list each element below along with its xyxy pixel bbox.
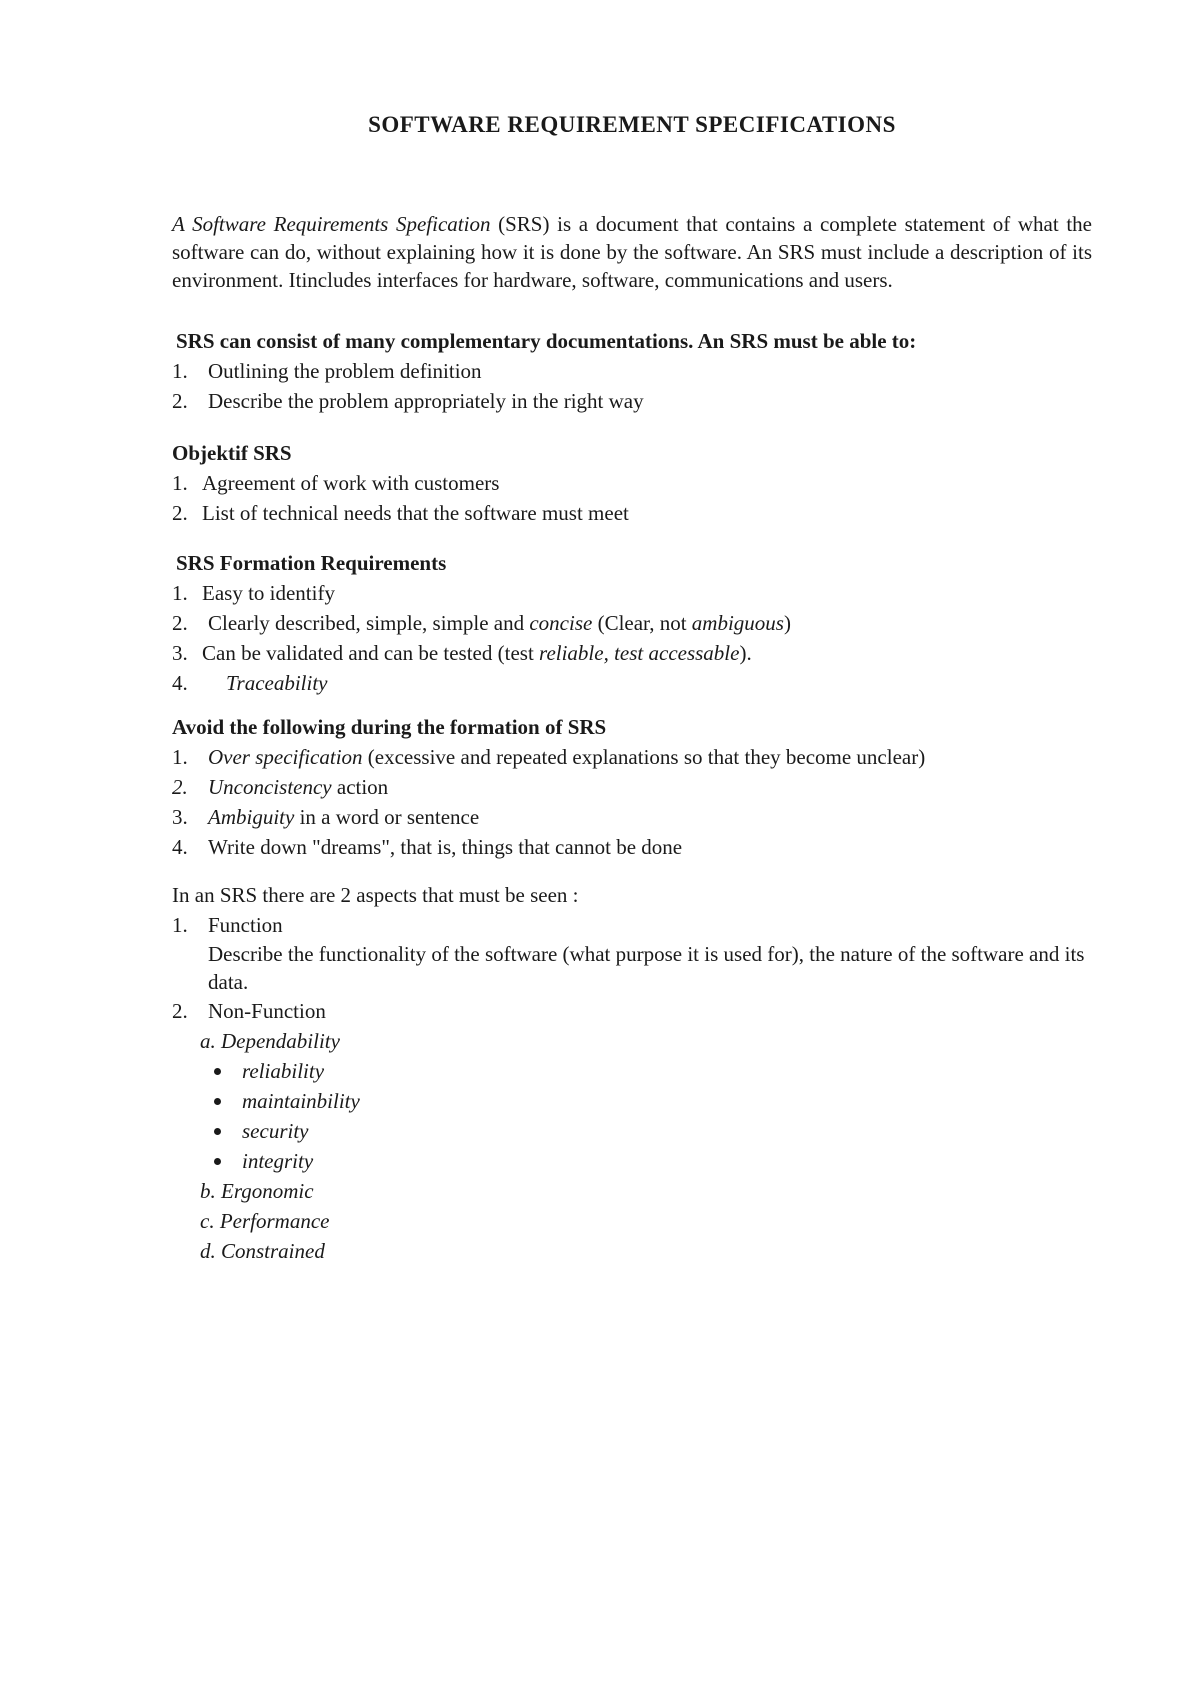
aspects-list-2: [172, 996, 1092, 1026]
item-text: Traceability: [226, 671, 328, 695]
nonfunction-sublist: [172, 1026, 1092, 1056]
list-item: [172, 832, 1092, 862]
sub-item-performance: c. Performance: [200, 1209, 330, 1233]
item-number: 2.: [172, 999, 188, 1023]
list-item: [172, 608, 1092, 638]
section-avoid: [172, 712, 1092, 862]
sub-item-ergonomic: b. Ergonomic: [200, 1179, 314, 1203]
section-objektif: [172, 438, 1092, 528]
item-number: 3.: [172, 805, 188, 829]
item-text: Over specification (excessive and repeated explanations so that they become unclear): [208, 745, 926, 769]
list-item: [172, 356, 1092, 386]
list-item-nonfunction: [172, 996, 1092, 1026]
item-number: 1.: [172, 359, 188, 383]
item-text: Can be validated and can be tested (test reliable, test accessable).: [202, 641, 752, 665]
bullet-icon: [214, 1128, 221, 1135]
bullet-icon: [214, 1158, 221, 1165]
list-item: [172, 638, 1092, 668]
section-heading: Avoid the following during the formation of SRS: [172, 715, 607, 739]
bullet-item: maintainbility: [242, 1086, 1092, 1116]
intro-paragraph: [172, 210, 1092, 294]
item-text: Ambiguity in a word or sentence: [208, 805, 480, 829]
aspects-list: [172, 910, 1092, 940]
item-text: List of technical needs that the software must meet: [202, 501, 629, 525]
section-heading: SRS can consist of many complementary documentations. An SRS must be able to:: [176, 329, 917, 353]
bullet-item: security: [242, 1116, 1092, 1146]
section-formation: [172, 548, 1092, 698]
document-title: SOFTWARE REQUIREMENT SPECIFICATIONS: [368, 112, 896, 137]
item-text: Describe the problem appropriately in the right way: [208, 389, 644, 413]
item-number: 4.: [172, 835, 188, 859]
bullet-icon: [214, 1068, 221, 1075]
item-number: 2.: [172, 611, 188, 635]
intro-text: (SRS) is a document that contains a complete statement of what the software can do, without explaining how it is done by the software. An SRS must include a description of its environment. Itincludes interfaces for hardware, software, communications and users.: [172, 212, 1092, 292]
item-text: Agreement of work with customers: [202, 471, 500, 495]
section-heading: SRS Formation Requirements: [176, 551, 447, 575]
sub-item-constrained: d. Constrained: [200, 1239, 325, 1263]
bullet-item: integrity: [242, 1146, 1092, 1176]
item-number: 3.: [172, 641, 188, 665]
item-number: 1.: [172, 471, 188, 495]
item-number: 1.: [172, 745, 188, 769]
item-text: Function: [208, 913, 283, 937]
intro-lead: A Software Requirements Spefication: [172, 212, 491, 236]
avoid-list: [172, 742, 1092, 862]
nonfunction-sublist-rest: [172, 1176, 1092, 1266]
list-item: [172, 742, 1092, 772]
list-item: [172, 802, 1092, 832]
function-description: Describe the functionality of the software (what purpose it is used for), the nature of the software and its data.: [208, 942, 1085, 994]
item-number: 1.: [172, 581, 188, 605]
list-item: [172, 468, 1092, 498]
item-text: Outlining the problem definition: [208, 359, 482, 383]
item-text: Non-Function: [208, 999, 326, 1023]
bullet-icon: [214, 1098, 221, 1105]
list-item: [172, 498, 1092, 528]
list-item: [172, 386, 1092, 416]
section-heading: Objektif SRS: [172, 441, 292, 465]
list-item: [172, 668, 1092, 698]
section-aspects: [172, 880, 1092, 1266]
formation-list: [172, 578, 1092, 698]
item-number: 2.: [172, 389, 188, 413]
consist-list: [172, 356, 1092, 416]
list-item-function: [172, 910, 1092, 940]
bullet-item: reliability: [242, 1056, 1092, 1086]
item-text: Unconcistency action: [208, 775, 389, 799]
item-number: 1.: [172, 913, 188, 937]
section-consist: [172, 326, 1092, 416]
objektif-list: [172, 468, 1092, 528]
list-item: [172, 578, 1092, 608]
dependability-bullets: [172, 1056, 1092, 1176]
item-number: 2.: [172, 775, 188, 799]
sub-item-dependability: a. Dependability: [200, 1029, 340, 1053]
item-number: 2.: [172, 501, 188, 525]
item-number: 4.: [172, 671, 188, 695]
aspects-intro: In an SRS there are 2 aspects that must be seen :: [172, 883, 579, 907]
list-item: [172, 772, 1092, 802]
item-text: Write down "dreams", that is, things that cannot be done: [208, 835, 683, 859]
item-text: Easy to identify: [202, 581, 335, 605]
item-text: Clearly described, simple, simple and concise (Clear, not ambiguous): [208, 611, 791, 635]
